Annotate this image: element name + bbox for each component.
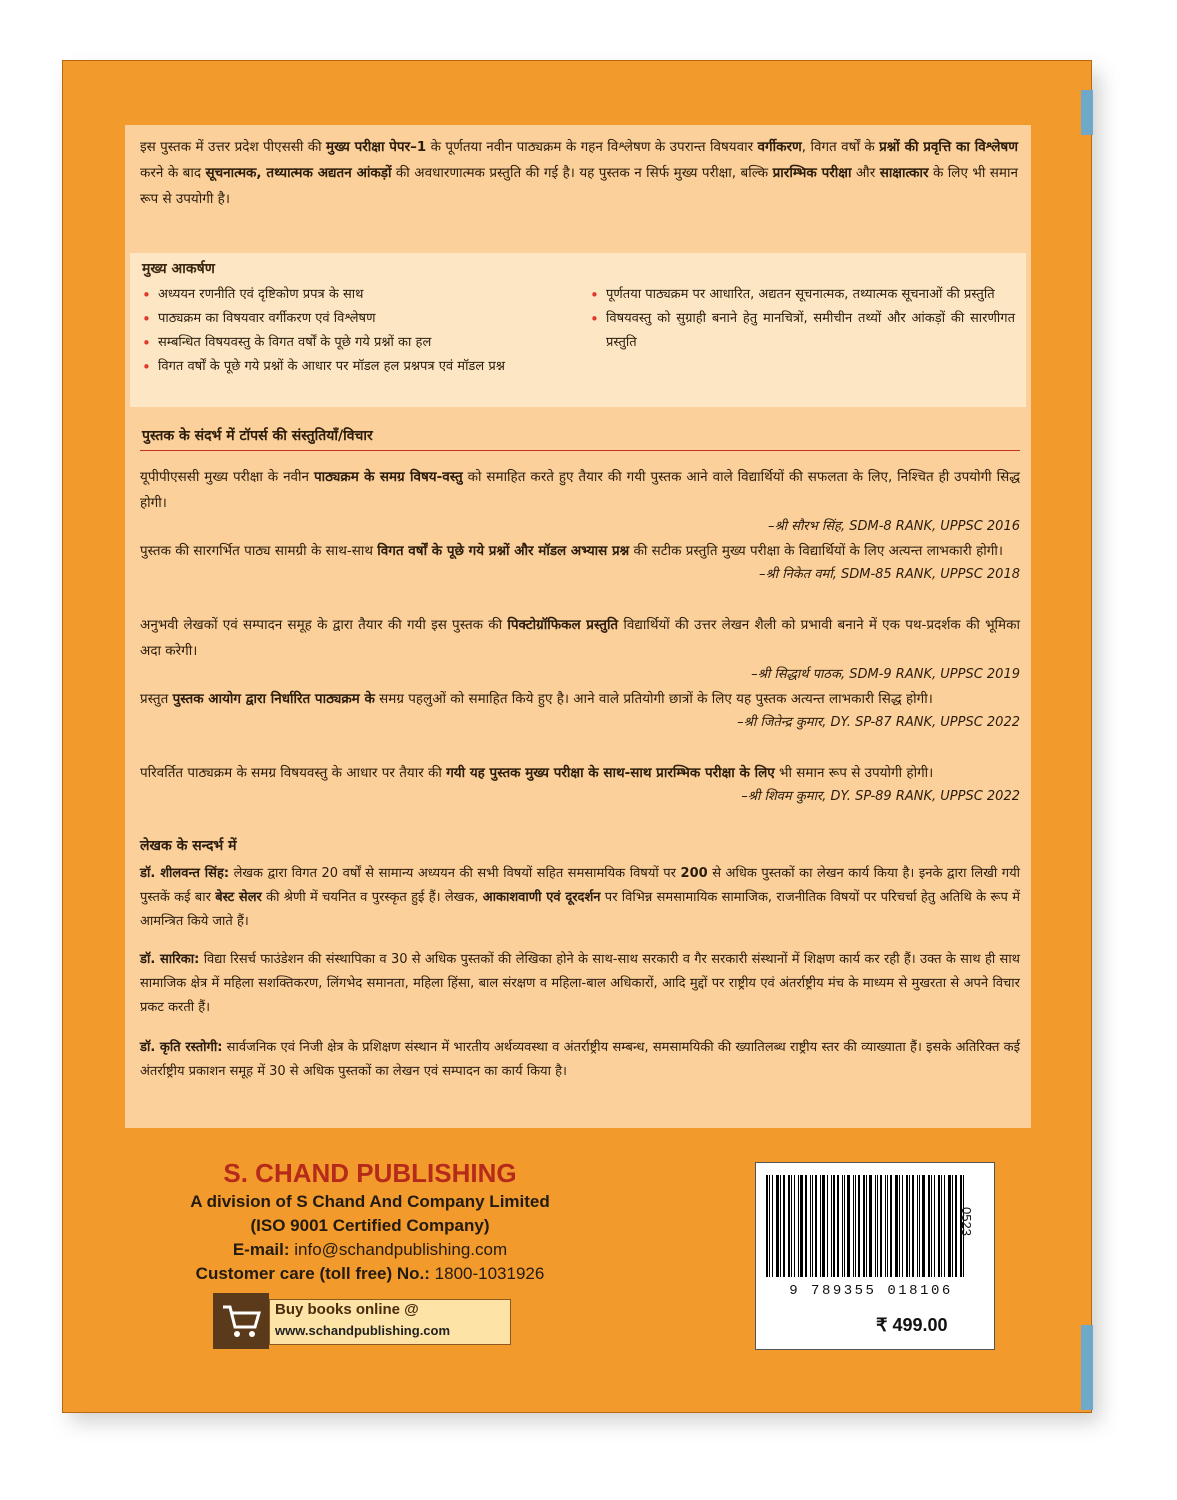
barcode-bar bbox=[794, 1175, 795, 1277]
author-bio bbox=[140, 948, 1020, 1020]
bold-text: पुस्तक आयोग द्वारा निर्धारित पाठ्यक्रम के bbox=[172, 691, 375, 707]
barcode-bar bbox=[877, 1175, 878, 1277]
bold-text: आकाशवाणी एवं दूरदर्शन bbox=[482, 890, 601, 905]
text-run: अनुभवी लेखकों एवं सम्पादन समूह के द्वारा तैयार की गयी इस पुस्तक की bbox=[140, 617, 508, 633]
author-bio bbox=[140, 1036, 1020, 1084]
bold-text: प्रश्नों की प्रवृत्ति का विश्लेषण bbox=[879, 139, 1018, 155]
barcode-bar bbox=[919, 1175, 920, 1277]
barcode-bar bbox=[912, 1175, 914, 1277]
barcode-bar bbox=[938, 1175, 940, 1277]
barcode-bar bbox=[934, 1175, 935, 1277]
features-list-right bbox=[590, 283, 1015, 355]
barcode-bar bbox=[833, 1175, 835, 1277]
barcode-bar bbox=[844, 1175, 845, 1277]
barcode-bar bbox=[931, 1175, 932, 1277]
barcode-bar bbox=[772, 1175, 773, 1277]
barcode-bar bbox=[928, 1175, 930, 1277]
barcode-bar bbox=[858, 1175, 860, 1277]
text-run: की श्रेणी में चयनित व पुरस्कृत हुई हैं। लेखक, bbox=[261, 890, 483, 905]
bold-text: डॉ. कृति रस्तोगी: bbox=[140, 1040, 223, 1055]
barcode-bar bbox=[941, 1175, 942, 1277]
care-number: 1800-1031926 bbox=[429, 1264, 545, 1283]
topper-name: –श्री निकेत वर्मा bbox=[759, 567, 833, 582]
text-run: सार्वजनिक एवं निजी क्षेत्र के प्रशिक्षण संस्थान में भारतीय अर्थव्यवस्था व अंतर्राष्ट्रीय सम्बन्ध, समसामयिकी की ख्यातिलब्ध राष्ट्रीय स्तर की व्याख्याता हैं। इसके अतिरिक्त कई अंतर्राष्ट्रीय प्रकाशन समूह में 30 से अधिक पुस्तकों का लेखन एवं सम्पादन का कार्य किया है। bbox=[140, 1040, 1021, 1079]
toppers-heading: पुस्तक के संदर्भ में टॉपर्स की संस्तुतियाँ/विचार bbox=[142, 428, 373, 444]
barcode-bar bbox=[798, 1175, 799, 1277]
text-run: और bbox=[851, 165, 880, 181]
features-list-left bbox=[142, 283, 582, 379]
barcode-bar bbox=[820, 1175, 821, 1277]
barcode-bar bbox=[875, 1175, 876, 1277]
publisher-division: A division of S Chand And Company Limited bbox=[190, 1192, 550, 1211]
quote-signature bbox=[140, 664, 1020, 686]
bold-text: वर्गीकरण bbox=[757, 139, 802, 155]
isbn-digits: 9 789355 018106 bbox=[789, 1283, 953, 1299]
barcode-bar bbox=[815, 1175, 817, 1277]
topper-rank: , DY. SP-89 RANK, UPPSC 2022 bbox=[822, 789, 1020, 804]
bold-text: डॉ. शीलवन्त सिंह: bbox=[140, 866, 230, 881]
barcode-bar bbox=[837, 1175, 839, 1277]
barcode-bar bbox=[917, 1175, 918, 1277]
text-run: विद्या रिसर्च फाउंडेशन की संस्थापिका व 30 से अधिक पुस्तकों की लेखिका होने के साथ-साथ सरकारी व गैर सरकारी संस्थानों में शिक्षण कार्य कर रही हैं। उक्त के साथ ही साथ सामाजिक क्षेत्र में महिला सशक्तिकरण, लिंगभेद समानता, महिला हिंसा, बाल संरक्षण व महिला-बाल अधिकारों, आदि मुद्दों पर राष्ट्रीय एवं अंतर्राष्ट्रीय मंच के माध्यम से मुखरता से अपने विचार प्रकट करती हैं। bbox=[140, 952, 1020, 1015]
barcode-bar bbox=[847, 1175, 850, 1277]
publisher-name: S. CHAND PUBLISHING bbox=[223, 1158, 517, 1188]
features-box bbox=[130, 253, 1026, 407]
care-label: Customer care (toll free) No.: bbox=[195, 1264, 430, 1283]
shopping-cart-icon bbox=[213, 1293, 269, 1349]
text-run: , विगत वर्षों के bbox=[801, 139, 880, 155]
topper-rank: , SDM-8 RANK, UPPSC 2016 bbox=[840, 519, 1020, 534]
author-bio bbox=[140, 862, 1020, 934]
barcode-bar bbox=[805, 1175, 807, 1277]
text-run: से अधिक पुस्तकों का लेखन कार्य किया है। इनके द्वारा लिखी गयी पुस्तकें कई बार bbox=[140, 866, 1020, 905]
feature-item: • पूर्णतया पाठ्यक्रम पर आधारित, अद्यतन सूचनात्मक, तथ्यात्मक सूचनाओं की प्रस्तुति bbox=[590, 283, 1015, 307]
text-run: के पूर्णतया नवीन पाठ्यक्रम के गहन विश्लेषण के उपरान्त विषयवार bbox=[426, 139, 758, 155]
spine-edge-top bbox=[1081, 90, 1093, 135]
topper-name: –श्री सिद्धार्थ पाठक bbox=[751, 667, 841, 682]
bold-text: पिक्टोग्रॉफिकल प्रस्तुति bbox=[507, 617, 619, 633]
spine-edge-bottom bbox=[1081, 1325, 1093, 1410]
barcode-bar bbox=[906, 1175, 908, 1277]
barcode-bar bbox=[842, 1175, 843, 1277]
topper-rank: , SDM-85 RANK, UPPSC 2018 bbox=[832, 567, 1020, 582]
barcode-bar bbox=[922, 1175, 925, 1277]
bold-text: डॉ. सारिका: bbox=[140, 952, 200, 967]
publisher-customer-care bbox=[140, 1262, 600, 1286]
topper-name: –श्री सौरभ सिंह bbox=[767, 519, 841, 534]
buy-online-url[interactable]: www.schandpublishing.com bbox=[275, 1323, 451, 1338]
barcode-bar bbox=[902, 1175, 903, 1277]
email-value[interactable]: info@schandpublishing.com bbox=[289, 1240, 508, 1259]
barcode-bar bbox=[866, 1175, 867, 1277]
email-label: E-mail: bbox=[232, 1240, 290, 1259]
barcode-bar bbox=[944, 1175, 945, 1277]
feature-item: • विगत वर्षों के पूछे गये प्रश्नों के आधार पर मॉडल हल प्रश्नपत्र एवं मॉडल प्रश्न bbox=[142, 355, 582, 379]
barcode-bar bbox=[788, 1175, 790, 1277]
quote-text bbox=[140, 686, 1020, 712]
topper-quote bbox=[140, 538, 1020, 586]
feature-item: • पाठ्यक्रम का विषयवार वर्गीकरण एवं विश्लेषण bbox=[142, 307, 582, 331]
barcode-bar bbox=[855, 1175, 856, 1277]
text-run: करने के बाद bbox=[140, 165, 206, 181]
bold-text: सूचनात्मक, तथ्यात्मक अद्यतन आंकड़ों bbox=[205, 165, 392, 181]
feature-item: • अध्ययन रणनीति एवं दृष्टिकोण प्रपत्र के साथ bbox=[142, 283, 582, 307]
text-run: विद्यार्थियों की उत्तर लेखन शैली को प्रभावी बनाने में एक पथ-प्रदर्शक की भूमिका अदा करेगी। bbox=[140, 617, 1020, 659]
bold-text: साक्षात्कार bbox=[879, 165, 929, 181]
barcode-sticker bbox=[755, 1162, 995, 1350]
bold-text: गयी यह पुस्तक मुख्य परीक्षा के साथ-साथ प्रारम्भिक परीक्षा के लिए bbox=[446, 765, 775, 781]
barcode-bar bbox=[952, 1175, 953, 1277]
barcode-bar bbox=[831, 1175, 832, 1277]
feature-item: • विषयवस्तु को सुग्राही बनाने हेतु मानचित्रों, समीचीन तथ्यों और आंकड़ों की सारणीगत प्रस्तुति bbox=[590, 307, 1015, 355]
barcode-bar bbox=[776, 1175, 779, 1277]
barcode-side-code: 0523 bbox=[959, 1207, 974, 1236]
text-run: प्रस्तुत bbox=[140, 691, 173, 707]
barcode-bar bbox=[895, 1175, 898, 1277]
text-run: पुस्तक की सारगर्भित पाठ्य सामग्री के साथ-साथ bbox=[140, 543, 378, 559]
barcode-bar bbox=[899, 1175, 900, 1277]
buy-online-banner[interactable] bbox=[213, 1293, 518, 1349]
bold-text: 200 bbox=[680, 866, 708, 881]
bold-text: विगत वर्षों के पूछे गये प्रश्नों और मॉडल अभ्यास प्रश्न bbox=[377, 543, 630, 559]
buy-online-label: Buy books online @ bbox=[275, 1301, 419, 1318]
text-run: परिवर्तित पाठ्यक्रम के समग्र विषयवस्तु के आधार पर तैयार की bbox=[140, 765, 447, 781]
topper-quote bbox=[140, 760, 1020, 808]
barcode-bar bbox=[822, 1175, 825, 1277]
authors-heading: लेखक के सन्दर्भ में bbox=[140, 838, 237, 854]
barcode-bars bbox=[766, 1175, 966, 1277]
text-run: को समाहित करते हुए तैयार की गयी पुस्तक आने वाले विद्यार्थियों की सफलता के लिए, निश्चित ही उपयोगी सिद्ध होगी। bbox=[140, 469, 1020, 511]
topper-name: –श्री शिवम कुमार bbox=[741, 789, 823, 804]
barcode-bar bbox=[955, 1175, 957, 1277]
barcode-bar bbox=[853, 1175, 854, 1277]
quote-text bbox=[140, 538, 1020, 564]
text-run: भी समान रूप से उपयोगी होगी। bbox=[774, 765, 934, 781]
feature-item: • सम्बन्धित विषयवस्तु के विगत वर्षों के पूछे गये प्रश्नों का हल bbox=[142, 331, 582, 355]
text-run: पर विभिन्न समसामायिक सामाजिक, राजनीतिक विषयों पर परिचर्चा हेतु अतिथि के रूप में आमन्त्रित किये जाते हैं। bbox=[140, 890, 1020, 929]
quote-text bbox=[140, 612, 1020, 664]
barcode-bar bbox=[812, 1175, 813, 1277]
barcode-bar bbox=[890, 1175, 892, 1277]
publisher-iso: (ISO 9001 Certified Company) bbox=[250, 1216, 490, 1235]
intro-paragraph bbox=[140, 134, 1018, 212]
bold-text: प्रारम्भिक परीक्षा bbox=[772, 165, 852, 181]
toppers-divider bbox=[140, 450, 1020, 451]
barcode-bar bbox=[880, 1175, 882, 1277]
barcode-bar bbox=[948, 1175, 951, 1277]
barcode-bar bbox=[810, 1175, 811, 1277]
barcode-bar bbox=[769, 1175, 770, 1277]
topper-rank: , SDM-9 RANK, UPPSC 2019 bbox=[840, 667, 1020, 682]
text-run: इस पुस्तक में उत्तर प्रदेश पीएससी की bbox=[140, 139, 327, 155]
text-run: की सटीक प्रस्तुति मुख्य परीक्षा के विद्यार्थियों के लिए अत्यन्त लाभकारी होगी। bbox=[629, 543, 1003, 559]
topper-quote bbox=[140, 612, 1020, 686]
barcode-bar bbox=[909, 1175, 910, 1277]
topper-quote bbox=[140, 464, 1020, 538]
bold-text: पाठ्यक्रम के समग्र विषय-वस्तु bbox=[313, 469, 463, 485]
barcode-bar bbox=[887, 1175, 888, 1277]
barcode-bar bbox=[869, 1175, 872, 1277]
quote-text bbox=[140, 464, 1020, 516]
text-run: के लिए भी समान रूप से उपयोगी है। bbox=[140, 165, 1018, 207]
publisher-block bbox=[140, 1156, 600, 1286]
barcode-bar bbox=[766, 1175, 768, 1277]
quote-text bbox=[140, 760, 1020, 786]
barcode-bar bbox=[827, 1175, 828, 1277]
quote-signature bbox=[140, 564, 1020, 586]
barcode-bar bbox=[783, 1175, 785, 1277]
quote-signature bbox=[140, 712, 1020, 734]
publisher-email bbox=[140, 1238, 600, 1262]
barcode-bar bbox=[780, 1175, 781, 1277]
topper-quote bbox=[140, 686, 1020, 734]
barcode-bar bbox=[885, 1175, 886, 1277]
text-run: यूपीपीएससी मुख्य परीक्षा के नवीन bbox=[140, 469, 314, 485]
barcode-bar bbox=[791, 1175, 792, 1277]
barcode-bar bbox=[800, 1175, 803, 1277]
bold-text: मुख्य परीक्षा पेपर–1 bbox=[326, 139, 427, 155]
topper-rank: , DY. SP-87 RANK, UPPSC 2022 bbox=[822, 715, 1020, 730]
text-run: समग्र पहलुओं को समाहित किये हुए है। आने वाले प्रतियोगी छात्रों के लिए यह पुस्तक अत्यन्त लाभकारी सिद्ध होगी। bbox=[374, 691, 933, 707]
barcode-bar bbox=[863, 1175, 865, 1277]
features-title: मुख्य आकर्षण bbox=[142, 261, 215, 277]
price-label: ₹ 499.00 bbox=[876, 1315, 948, 1335]
quote-signature bbox=[140, 786, 1020, 808]
bold-text: बेस्ट सेलर bbox=[215, 890, 262, 905]
text-run: की अवधारणात्मक प्रस्तुति की गई है। यह पुस्तक न सिर्फ मुख्य परीक्षा, बल्कि bbox=[391, 165, 773, 181]
topper-name: –श्री जितेन्द्र कुमार bbox=[737, 715, 823, 730]
quote-signature bbox=[140, 516, 1020, 538]
text-run: लेखक द्वारा विगत 20 वर्षों से सामान्य अध्ययन की सभी विषयों सहित समसामयिक विषयों पर bbox=[229, 866, 681, 881]
